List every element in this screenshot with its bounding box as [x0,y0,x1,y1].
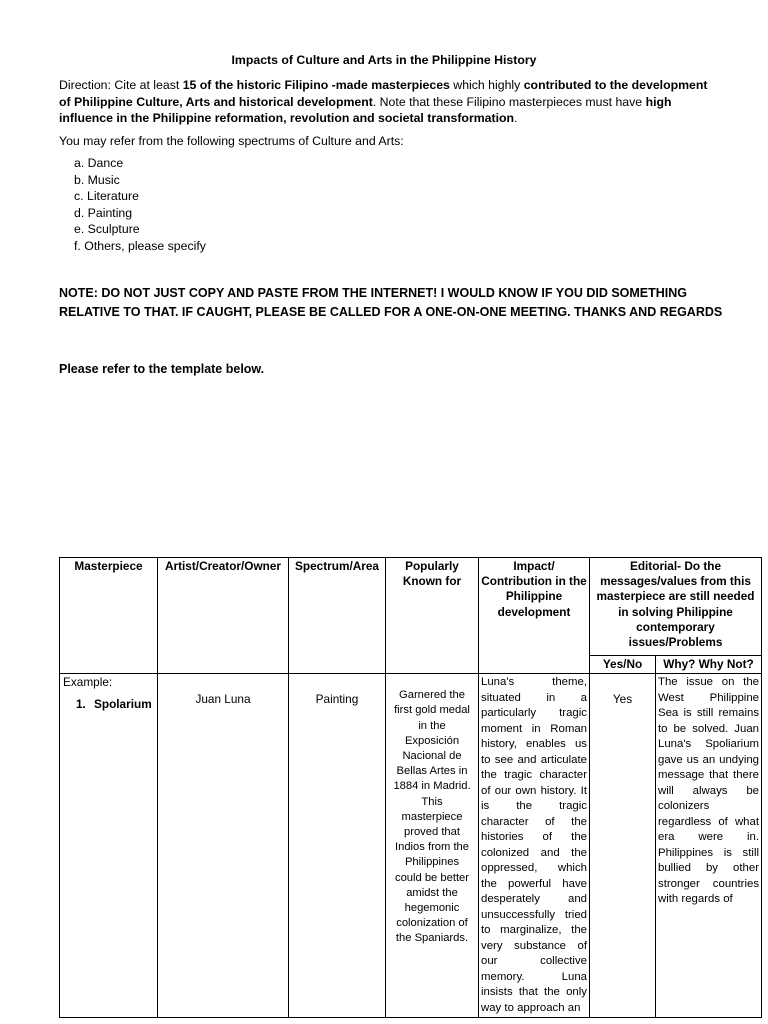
refer-text: You may refer from the following spectrums of Culture and Arts: [59,134,404,148]
spectrum-item: a. Dance [74,156,124,170]
direction-text-2: which highly [449,78,524,92]
header-masterpiece: Masterpiece [60,558,158,674]
direction-bold-1: 15 of the historic Filipino -made masterpieces [182,78,450,92]
header-impact: Impact/ Contribution in the Philippine development [479,558,590,674]
header-yes-no: Yes/No [590,656,656,674]
example-item [62,697,155,711]
header-editorial: Editorial- Do the messages/values from this masterpiece are still needed in solving Philippine contemporary issues/Problems [590,558,762,656]
template-reference: Please refer to the template below. [59,362,265,376]
spectrum-list [74,155,206,254]
cell-artist: Juan Luna [158,674,289,1018]
header-known-for: Popularly Known for [386,558,479,674]
spectrum-item: b. Music [74,172,120,187]
cell-why: The issue on the West Philippine Sea is still remains to be solved. Juan Luna's Spoliarium gave us an undying message that there will always be colonizers regardless of what era were in. Philippines is still bullied by other stronger countries with regards of [656,674,762,1018]
cell-impact: Luna's theme, situated in a particularly tragic moment in Roman history, enables us to see and articulate the tragic character of our own history. It is the tragic character of the histories of the colonized and the oppressed, which the powerful have desperately and unsuccessfully tried to marginalize, the very substance of our collective memory. Luna insists that the only way to approach an [479,674,590,1018]
spectrum-item: c. Literature [74,189,139,203]
direction-paragraph [59,77,709,127]
warning-note: NOTE: DO NOT JUST COPY AND PASTE FROM THE INTERNET! I WOULD KNOW IF YOU DID SOMETHING RELATIVE TO THAT. IF CAUGHT, PLEASE BE CALLED FOR A ONE-ON-ONE MEETING. THANKS AND REGARDS [59,286,723,319]
spectrum-item: e. Sculpture [74,222,140,236]
header-spectrum: Spectrum/Area [289,558,386,674]
direction-text-3: . Note that these Filipino masterpieces must have [372,94,646,109]
table-header-row [60,558,762,656]
cell-yes-no: Yes [590,674,656,1018]
direction-text-4: . [514,111,518,125]
cell-known-for: Garnered the first gold medal in the Exposición Nacional de Bellas Artes in 1884 in Madrid. This masterpiece proved that Indios from the Philippines could be better amidst the hegemonic colonization of the Spaniards. [386,674,479,1018]
direction-text-1: Direction: Cite at least [59,78,183,92]
header-artist: Artist/Creator/Owner [158,558,289,674]
direction-bold-3: high influence in the Philippine reformation, revolution and societal transformation [59,94,672,125]
document-title: Impacts of Culture and Arts in the Philippine History [231,53,537,67]
spectrum-item: d. Painting [74,205,133,220]
example-number: 1. [76,697,86,712]
masterpiece-template-table [59,557,762,1018]
header-why: Why? Why Not? [656,656,762,674]
cell-masterpiece [60,674,158,1018]
spectrum-item: f. Others, please specify [74,238,206,253]
example-masterpiece: Spolarium [94,697,152,712]
example-label: Example: [63,675,113,690]
direction-bold-2: contributed to the development of Philippine Culture, Arts and historical development [59,78,708,109]
cell-spectrum: Painting [289,674,386,1018]
table-row [60,674,762,1018]
